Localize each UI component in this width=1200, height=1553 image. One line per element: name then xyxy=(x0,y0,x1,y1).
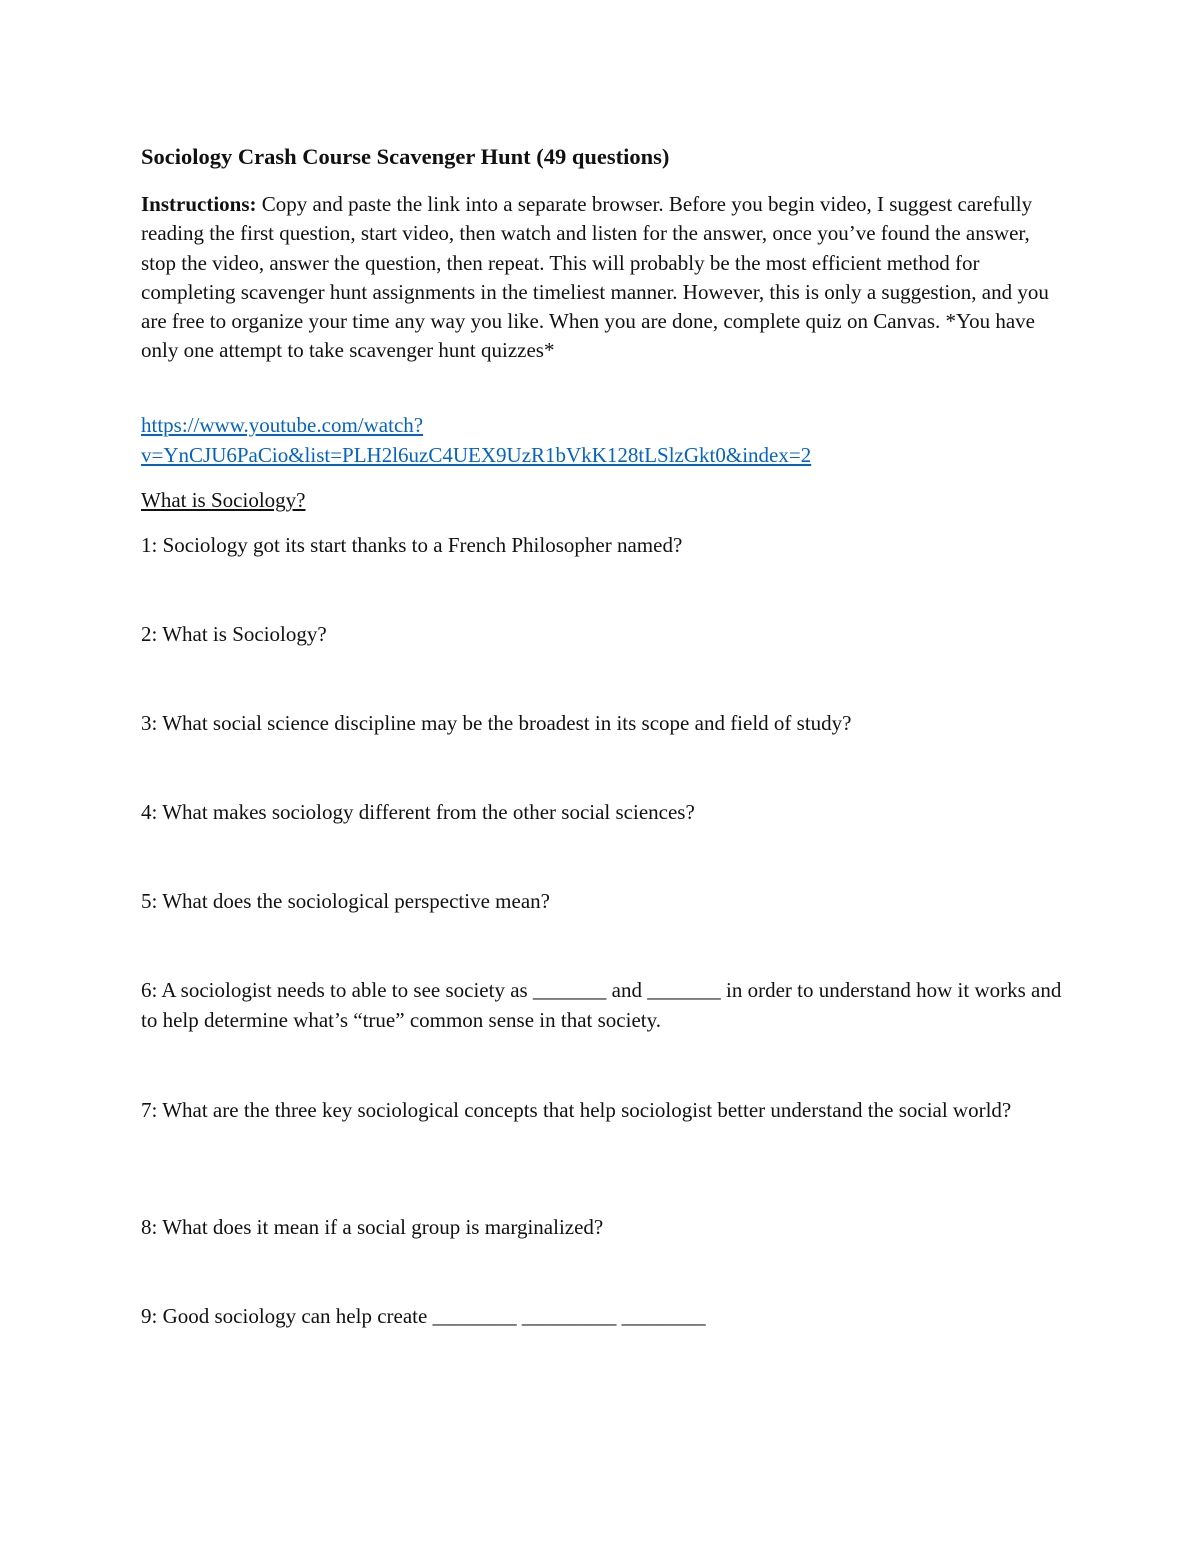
section-heading: What is Sociology? xyxy=(141,488,306,512)
link-line-2[interactable]: v=YnCJU6PaCio&list=PLH2l6uzC4UEX9UzR1bVkK128tLSlzGkt0&index=2 xyxy=(141,442,812,467)
instructions-label: Instructions: xyxy=(141,192,257,216)
question-5: 5: What does the sociological perspective mean? xyxy=(141,889,550,913)
instructions-paragraph xyxy=(141,190,1066,366)
youtube-video-link[interactable] xyxy=(141,411,1041,470)
question-9: 9: Good sociology can help create ________ _________ ________ xyxy=(141,1304,706,1328)
question-6: 6: A sociologist needs to able to see society as _______ and _______ in order to understand how it works and to help determine what’s “true” common sense in that society. xyxy=(141,978,1062,1032)
question-8: 8: What does it mean if a social group is marginalized? xyxy=(141,1215,604,1239)
question-3: 3: What social science discipline may be the broadest in its scope and field of study? xyxy=(141,711,852,735)
question-4: 4: What makes sociology different from the other social sciences? xyxy=(141,800,695,824)
instructions-text: Copy and paste the link into a separate browser. Before you begin video, I suggest carefully reading the first question, start video, then watch and listen for the answer, once you’ve found the answer, stop the video, answer the question, then repeat. This will probably be the most efficient method for completing scavenger hunt assignments in the timeliest manner. However, this is only a suggestion, and you are free to organize your time any way you like. When you are done, complete quiz on Canvas. *You have only one attempt to take scavenger hunt quizzes* xyxy=(141,192,1049,363)
question-7: 7: What are the three key sociological concepts that help sociologist better understand the social world? xyxy=(141,1098,1012,1122)
link-line-1[interactable]: https://www.youtube.com/watch? xyxy=(141,413,424,437)
question-2: 2: What is Sociology? xyxy=(141,622,327,646)
question-1: 1: Sociology got its start thanks to a French Philosopher named? xyxy=(141,533,683,557)
document-title: Sociology Crash Course Scavenger Hunt (49 questions) xyxy=(141,144,670,169)
